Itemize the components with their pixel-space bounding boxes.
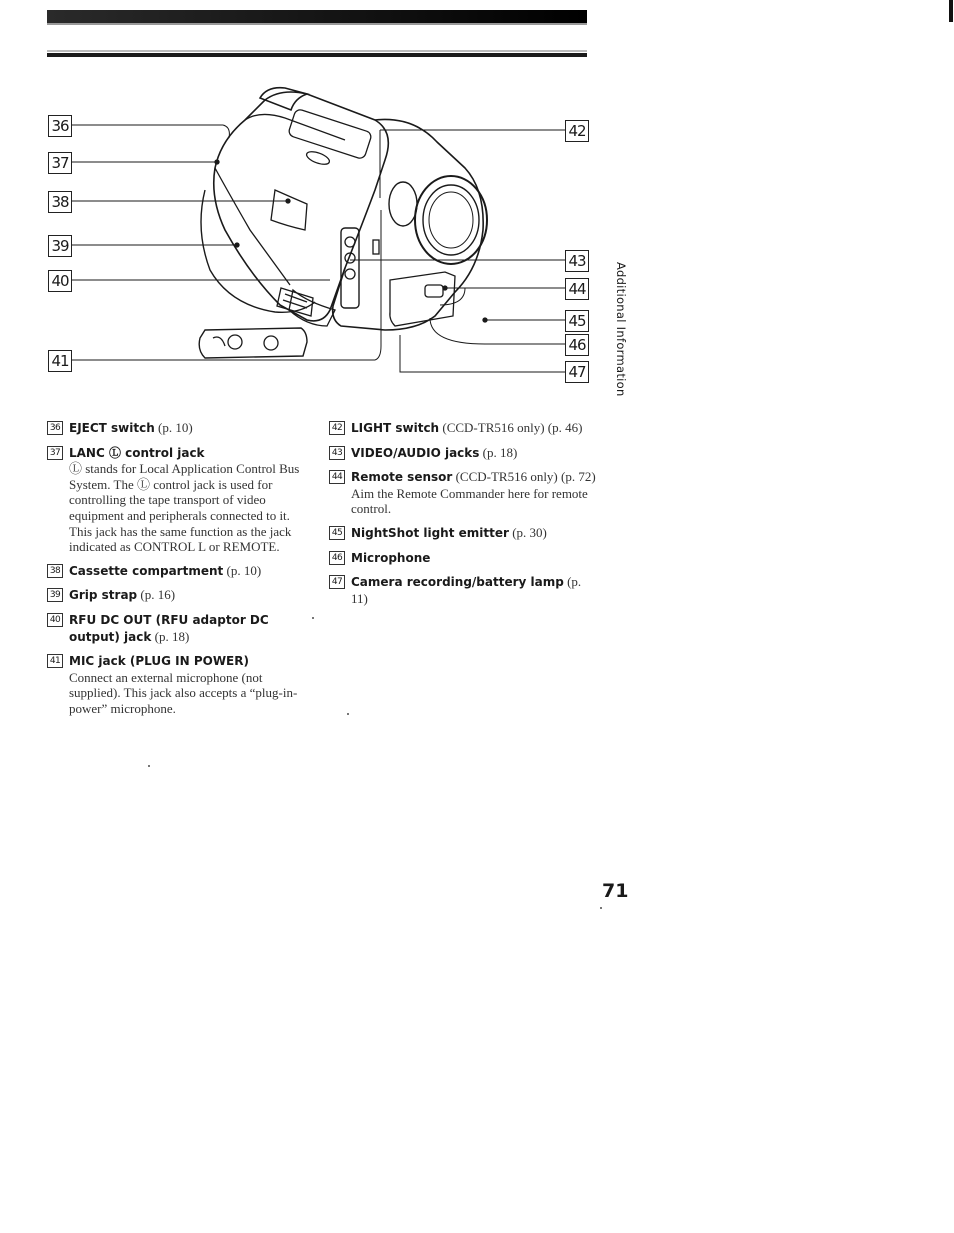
callout-42: 42 [565,120,589,142]
list-item [47,612,312,645]
item-ref: (p. 10) [223,562,262,578]
list-item [329,445,599,462]
list-item [329,525,599,542]
parts-list-right [329,420,599,614]
list-item [47,587,312,604]
callout-41: 41 [48,350,72,372]
item-ref: (p. 18) [479,444,518,460]
camcorder-illustration [45,80,595,390]
page-number: 71 [602,880,629,902]
camcorder-drawing [45,80,595,390]
item-description: Ⓛ stands for Local Application Control Bus System. The Ⓛ control jack is used for controlling the tape transport of video equipment and peripherals connected to it. This jack has the same function as the jack indicated as CONTROL L or REMOTE. [69,461,300,555]
list-item [329,574,599,606]
item-term: MIC jack (PLUG IN POWER) [69,654,249,669]
callout-38: 38 [48,191,72,213]
scan-speck [600,907,602,909]
callout-40: 40 [48,270,72,292]
list-item [47,420,312,437]
item-number: 43 [329,446,345,460]
item-ref: (p. 16) [137,587,176,603]
list-item [329,469,599,517]
item-ref: (p. 10) [154,420,193,435]
callout-39: 39 [48,235,72,257]
callout-47: 47 [565,361,589,383]
item-number: 37 [47,446,63,460]
item-number: 41 [47,654,63,668]
item-term: LIGHT switch [351,421,440,435]
item-term: Camera recording/battery lamp [351,575,564,590]
list-item [329,420,599,437]
item-term: VIDEO/AUDIO jacks [351,445,480,460]
list-item [47,653,312,716]
item-term: Remote sensor [351,470,453,485]
callout-45: 45 [565,310,589,332]
item-number: 39 [47,588,63,602]
item-ref: (CCD-TR516 only) (p. 46) [439,420,583,435]
item-ref: (CCD-TR516 only) (p. 72) [452,469,596,485]
list-item [47,445,312,555]
item-number: 40 [47,613,63,627]
callout-43: 43 [565,250,589,272]
callout-46: 46 [565,334,589,356]
scan-speck [347,713,349,715]
scan-speck [148,765,150,767]
callout-44: 44 [565,278,589,300]
item-description: Aim the Remote Commander here for remote control. [351,485,588,517]
header-bar [47,10,587,58]
item-ref: (p. 30) [508,524,547,540]
scan-speck [312,617,314,619]
section-side-tab [612,262,628,397]
item-description: Connect an external microphone (not supplied). This jack also accepts a “plug-in-power” microphone. [69,669,298,716]
side-tab-label: Additional Information [614,262,628,397]
callout-36: 36 [48,115,72,137]
item-term: EJECT switch [69,421,155,435]
item-term: RFU DC OUT (RFU adaptor DC output) jack [69,612,269,644]
item-term: Grip strap [69,588,138,603]
item-number: 38 [47,564,63,578]
item-number: 44 [329,470,345,484]
list-item [329,550,599,567]
callout-37: 37 [48,152,72,174]
item-number: 46 [329,551,345,565]
item-number: 45 [329,526,345,540]
parts-list-left [47,420,312,725]
item-number: 36 [47,421,63,435]
item-term: NightShot light emitter [351,525,509,540]
item-term: Cassette compartment [69,563,224,578]
list-item [47,563,312,580]
page-edge-mark [949,0,953,22]
item-ref: (p. 11) [351,574,582,606]
item-term: LANC Ⓛ control jack [69,445,205,460]
item-number: 42 [329,421,345,435]
item-ref: (p. 18) [151,628,190,644]
item-number: 47 [329,575,345,589]
item-term: Microphone [351,550,431,565]
